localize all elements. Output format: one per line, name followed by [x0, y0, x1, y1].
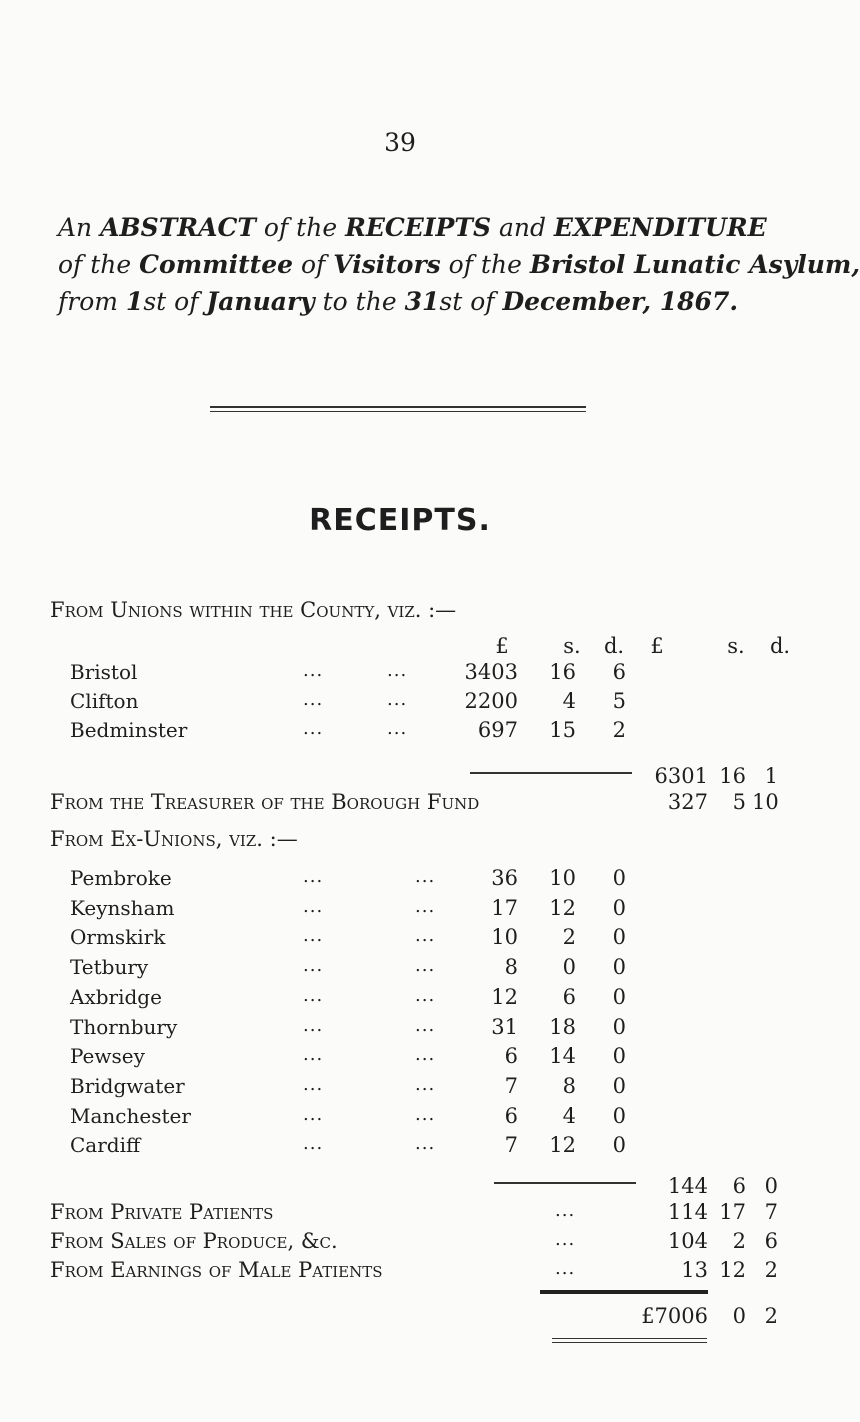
ex-union-pence: 0 — [612, 1073, 626, 1098]
title-seg: of the — [440, 250, 530, 279]
leader-dots: ... — [415, 925, 436, 947]
ex-union-shillings: 10 — [549, 866, 576, 890]
union-pence: 5 — [612, 689, 626, 713]
ex-union-pounds: 12 — [491, 984, 518, 1009]
receipt-label: From Earnings of Male Patients — [50, 1258, 383, 1282]
leader-dots: ... — [303, 1073, 324, 1095]
col-head-pound-2: £ — [650, 634, 664, 658]
union-pence: 6 — [612, 660, 626, 684]
receipts-heading: RECEIPTS. — [309, 503, 491, 538]
grand-total-rule — [540, 1290, 708, 1294]
union-pounds: 697 — [477, 718, 518, 742]
title-rule-top — [210, 406, 586, 408]
ex-union-pence: 0 — [612, 984, 626, 1009]
ex-union-name: Pembroke — [70, 866, 172, 890]
union-shillings: 16 — [549, 660, 576, 684]
leader-dots: ... — [303, 895, 324, 917]
grand-total-shillings: 0 — [732, 1304, 746, 1328]
borough-label: From the Treasurer of the Borough Fund — [50, 790, 480, 814]
union-shillings: 4 — [562, 689, 576, 713]
ex-unions-heading: From Ex-Unions, viz. :— — [50, 827, 298, 851]
ex-union-shillings: 12 — [549, 895, 576, 920]
title-seg: EXPENDITURE — [553, 213, 767, 242]
leader-dots: ... — [415, 955, 436, 977]
leader-dots: ... — [303, 925, 324, 947]
title-seg: An — [58, 213, 101, 242]
grand-total-underline-2 — [552, 1342, 707, 1343]
ex-union-shillings: 14 — [549, 1044, 576, 1069]
ex-union-name: Tetbury — [70, 955, 149, 980]
ex-union-pounds: 10 — [491, 925, 518, 950]
title-seg: to the — [314, 287, 405, 316]
title-seg: ABSTRACT — [100, 213, 256, 242]
title-seg: st of — [143, 287, 207, 316]
ex-unions-total-shillings: 6 — [732, 1174, 746, 1198]
receipt-pounds: 13 — [681, 1258, 708, 1282]
title-line-1 — [58, 210, 778, 246]
leader-dots: ... — [415, 895, 436, 917]
ex-union-pence: 0 — [612, 1133, 626, 1158]
ex-unions-total-pounds: 144 — [667, 1174, 708, 1198]
ex-union-pounds: 6 — [504, 1103, 518, 1128]
ex-union-name: Axbridge — [70, 984, 162, 1009]
title-seg: of the — [58, 250, 140, 279]
page-number: 39 — [384, 128, 416, 157]
ex-union-name: Pewsey — [70, 1044, 145, 1069]
ex-union-pence: 0 — [612, 866, 626, 890]
borough-shillings: 5 — [732, 790, 746, 814]
leader-dots: ... — [415, 1073, 436, 1095]
title-seg: st of — [439, 287, 503, 316]
leader-dots: ... — [303, 1014, 324, 1036]
receipt-label: From Sales of Produce, &c. — [50, 1229, 338, 1253]
title-rule-bottom — [210, 411, 586, 412]
col-head-shilling-2: s. — [727, 634, 745, 658]
title-seg: Committee — [139, 250, 294, 279]
title-line-3 — [58, 284, 778, 320]
leader-dots: ... — [555, 1229, 576, 1250]
title-seg: of the — [255, 213, 346, 242]
col-head-pence: d. — [603, 634, 625, 658]
unions-heading: From Unions within the County, viz. :— — [50, 598, 457, 622]
ex-union-pounds: 31 — [491, 1014, 518, 1039]
ex-union-shillings: 4 — [562, 1103, 576, 1128]
receipt-pence: 7 — [764, 1200, 778, 1224]
ex-union-pounds: 17 — [491, 895, 518, 920]
title-seg: from — [58, 287, 126, 316]
ex-unions-subtotal-rule — [494, 1182, 636, 1184]
unions-subtotal-rule — [470, 772, 632, 774]
title-seg: Bristol Lunatic Asylum, — [529, 250, 860, 279]
receipt-shillings: 17 — [719, 1200, 746, 1224]
col-head-pound: £ — [495, 634, 509, 658]
leader-dots: ... — [415, 984, 436, 1006]
ex-union-pence: 0 — [612, 895, 626, 920]
receipt-pounds: 104 — [667, 1229, 708, 1253]
ex-union-pounds: 7 — [504, 1073, 518, 1098]
unions-total-pounds: 6301 — [654, 764, 708, 788]
ex-union-pounds: 8 — [504, 955, 518, 980]
unions-total-shillings: 16 — [719, 764, 746, 788]
ex-union-pence: 0 — [612, 1014, 626, 1039]
ex-union-name: Cardiff — [70, 1133, 141, 1158]
leader-dots: ... — [303, 866, 324, 887]
receipt-pence: 6 — [764, 1229, 778, 1253]
union-name: Clifton — [70, 689, 139, 713]
leader-dots: ... — [303, 1044, 324, 1066]
ex-union-shillings: 8 — [562, 1073, 576, 1098]
title-seg: 1867. — [651, 287, 739, 316]
union-pounds: 2200 — [464, 689, 518, 713]
title-seg: and — [491, 213, 554, 242]
title-seg: 1 — [125, 287, 144, 316]
leader-dots: ... — [387, 718, 408, 739]
title-seg: RECEIPTS — [345, 213, 491, 242]
ex-union-pounds: 7 — [504, 1133, 518, 1158]
leader-dots: ... — [555, 1258, 576, 1279]
ex-union-name: Keynsham — [70, 895, 175, 920]
leader-dots: ... — [415, 866, 436, 887]
title-seg: December, — [502, 287, 652, 316]
receipt-shillings: 12 — [719, 1258, 746, 1282]
union-pounds: 3403 — [464, 660, 518, 684]
leader-dots: ... — [303, 955, 324, 977]
leader-dots: ... — [303, 660, 324, 681]
ex-unions-total-pence: 0 — [764, 1174, 778, 1198]
receipt-pounds: 114 — [667, 1200, 708, 1224]
ex-union-pounds: 6 — [504, 1044, 518, 1069]
ex-union-name: Ormskirk — [70, 925, 166, 950]
leader-dots: ... — [387, 689, 408, 710]
ex-union-pounds: 36 — [491, 866, 518, 890]
receipt-pence: 2 — [764, 1258, 778, 1282]
col-head-pence-2: d. — [769, 634, 791, 658]
ex-union-shillings: 18 — [549, 1014, 576, 1039]
union-pence: 2 — [612, 718, 626, 742]
ex-union-shillings: 0 — [562, 955, 576, 980]
union-shillings: 15 — [549, 718, 576, 742]
leader-dots: ... — [303, 689, 324, 710]
ex-union-shillings: 2 — [562, 925, 576, 950]
union-name: Bedminster — [70, 718, 188, 742]
leader-dots: ... — [303, 984, 324, 1006]
grand-total-pence: 2 — [764, 1304, 778, 1328]
leader-dots: ... — [303, 718, 324, 739]
title-seg: of — [293, 250, 334, 279]
ex-union-name: Manchester — [70, 1103, 191, 1128]
title-seg: January — [206, 287, 315, 316]
leader-dots: ... — [415, 1103, 436, 1125]
leader-dots: ... — [387, 660, 408, 681]
leader-dots: ... — [303, 1103, 324, 1125]
leader-dots: ... — [415, 1014, 436, 1036]
leader-dots: ... — [415, 1133, 436, 1155]
leader-dots: ... — [303, 1133, 324, 1155]
ex-union-pence: 0 — [612, 955, 626, 980]
ex-union-pence: 0 — [612, 925, 626, 950]
title-seg: 31 — [404, 287, 440, 316]
ex-union-name: Bridgwater — [70, 1073, 185, 1098]
grand-total-pounds: £7006 — [641, 1304, 708, 1328]
receipt-label: From Private Patients — [50, 1200, 274, 1224]
ex-union-shillings: 6 — [562, 984, 576, 1009]
title-line-2 — [58, 247, 860, 283]
title-seg: Visitors — [333, 250, 441, 279]
receipt-shillings: 2 — [732, 1229, 746, 1253]
col-head-shilling: s. — [563, 634, 581, 658]
grand-total-underline — [552, 1338, 707, 1339]
unions-total-pence: 1 — [764, 764, 778, 788]
borough-pence: 10 — [752, 790, 779, 814]
leader-dots: ... — [555, 1200, 576, 1221]
leader-dots: ... — [415, 1044, 436, 1066]
ex-union-name: Thornbury — [70, 1014, 178, 1039]
union-name: Bristol — [70, 660, 138, 684]
ex-union-pence: 0 — [612, 1044, 626, 1069]
ex-union-pence: 0 — [612, 1103, 626, 1128]
ex-union-shillings: 12 — [549, 1133, 576, 1158]
borough-pounds: 327 — [667, 790, 708, 814]
